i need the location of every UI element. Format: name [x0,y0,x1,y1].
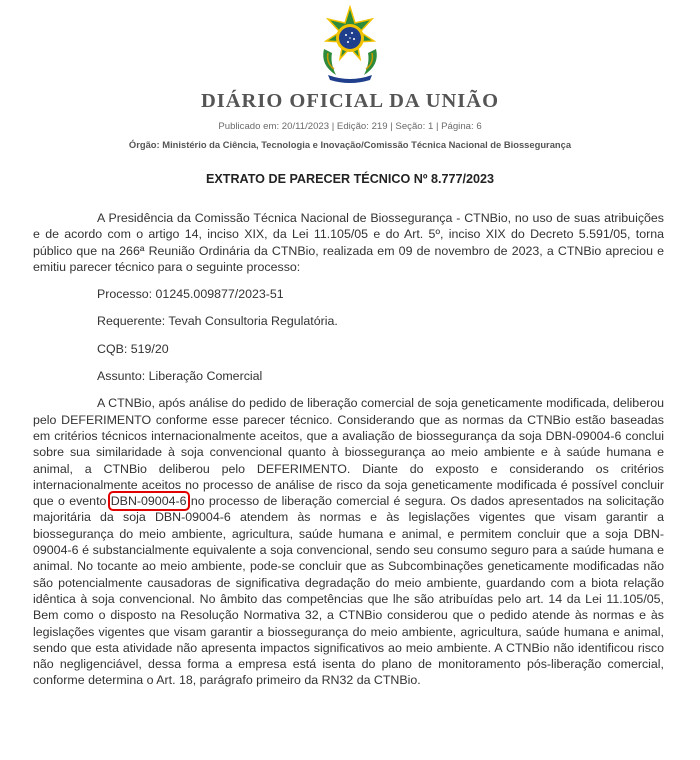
document-body [33,210,664,689]
extrato-title: EXTRATO DE PARECER TÉCNICO Nº 8.777/2023 [205,172,495,186]
decision-text-part2: no processo de liberação comercial é segura. Os dados apresentados na solicitação majoritária da soja DBN-09004-6 atendem às normas e às legislações vigentes que visam garantir a biossegurança do meio ambiente, agricultura, saúde humana e animal, e permitem concluir que a soja DBN-09004-6 é substancialmente equivalente a soja convencional, sendo seu consumo seguro para a saúde humana e animal. No tocante ao meio ambiente, pode-se concluir que as Subcombinações geneticamente modificadas não são potencialmente causadoras de significativa degradação do meio ambiente, guardando com a biota relação idêntica à soja convencional. No âmbito das competências que lhe são atribuídas pelo art. 14 da Lei 11.105/05, Bem como o disposto na Resolução Normativa 32, a CTNBio considerou que o pedido atende às normas e às legislações vigentes que visam garantir a biossegurança do meio ambiente, agricultura, saúde humana e animal, sendo que esta atividade não apresenta impactos significativos ao meio ambiente. A CTNBio não identificou risco não negligenciável, dessa forma a empresa está isenta do plano de monitoramento pós-liberação comercial, conforme determina o Art. 18, parágrafo primeiro da RN32 da CTNBio. [33,494,664,688]
requerente-line: Requerente: Tevah Consultoria Regulatória. [97,314,338,329]
assunto-line: Assunto: Liberação Comercial [97,369,263,384]
publication-info: Publicado em: 20/11/2023 | Edição: 219 | Seção: 1 | Página: 6 [218,121,482,132]
intro-paragraph: A Presidência da Comissão Técnica Nacional de Biossegurança - CTNBio, no uso de suas atribuições e de acordo com o artigo 14, inciso XIX, da Lei 11.105/05 e do Art. 5º, inciso XIX do Decreto 5.591/05, torna público que na 266ª Reunião Ordinária da CTNBio, realizada em 09 de novembro de 2023, a CTNBio apreciou e emitiu parecer técnico para o seguinte processo: [33,211,664,274]
decision-paragraph [33,395,664,688]
brazil-coat-of-arms-icon [310,5,390,85]
orgao-value: Ministério da Ciência, Tecnologia e Inovação/Comissão Técnica Nacional de Biossegurança [162,139,572,150]
highlighted-event-code: DBN-09004-6 [110,494,187,509]
orgao-label: Órgão: [128,139,160,150]
processo-line: Processo: 01245.009877/2023-51 [97,287,284,302]
cqb-line: CQB: 519/20 [97,341,169,356]
newspaper-title: DIÁRIO OFICIAL DA UNIÃO [200,90,500,112]
decision-text-part1: A CTNBio, após análise do pedido de liberação comercial de soja geneticamente modificada, deliberou pelo DEFERIMENTO conforme esse parecer técnico. Considerando que as normas da CTNBio estão baseadas em critérios técnicos internacionalmente aceitos, que a avaliação de biossegurança da soja DBN-09004-6 conclui sobre sua similaridade à soja convencional quanto à biossegurança ao meio ambiente e à saúde humana e animal, a CTNBio deliberou pelo DEFERIMENTO. Diante do exposto e considerando os critérios internacionalmente aceitos no processo de análise de risco da soja geneticamente modificada é possível concluir que o evento [33,396,664,509]
orgao-line [0,139,700,150]
